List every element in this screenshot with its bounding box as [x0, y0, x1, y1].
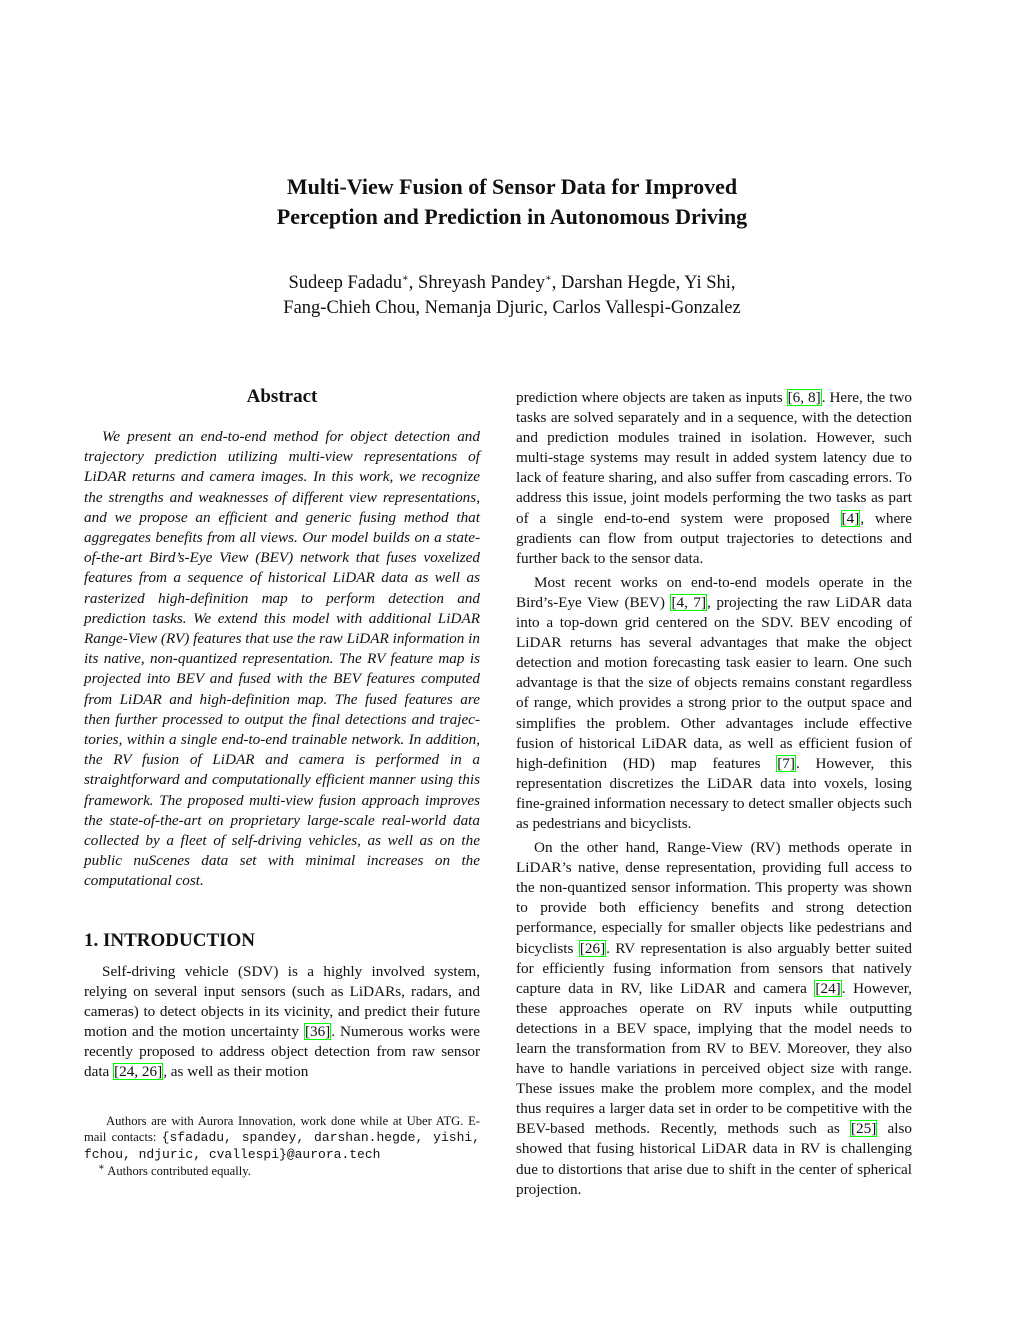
authors-line-1 [160, 271, 864, 296]
citation-link[interactable]: [26] [579, 939, 606, 957]
section-heading-introduction: 1. INTRODUCTION [84, 929, 256, 951]
intro-paragraph-3: Most recent works on end-to-end models operate in the Bird’s-Eye View (BEV) [4, 7], projecting the raw LiDAR data into a top-down grid centered on the SDV. BEV encoding of LiDAR returns has several advantages that make the object detection and motion forecasting task easier to learn. One such advantage is that the size of objects remains constant regardless of range, which provides a strong prior to the output space and simplifies the problem. Other advantages include effective fusion of historical LiDAR data, as well as efficient fusion of high-definition (HD) map features [7]. However, this representation discretizes the LiDAR data into voxels, losing fine-grained information necessary to detect smaller objects such as pedestrians and bicyclists. [516, 573, 912, 832]
intro-paragraph-1: Self-driving vehicle (SDV) is a highly involved system, relying on several input sensors (such as LiDARs, radars, and cameras) to detect objects in its vicinity, and predict their future motion and the motion uncertainty [36]. Numerous works were recently proposed to address object detection from raw sensor data [24, 26], as well as their motion [84, 962, 480, 1081]
intro-paragraph-2: prediction where objects are taken as inputs [6, 8]. Here, the two tasks are solved separately and in a sequence, with the detection and prediction modules trained in isolation. However, such multi-stage systems may result in added system latency due to lack of feature sharing, and also suffer from cascading errors. To address this issue, joint models performing the two tasks as part of a single end-to-end system were proposed [4], where gradients can flow from output trajectories to detections and further back to the sensor data. [516, 389, 913, 567]
email-contacts: {sfadadu, spandey, darshan.hegde, yishi, fchou, ndjuric, cvallespi}@aurora.tech [84, 1130, 480, 1162]
equal-contribution-mark: ∗ [544, 272, 552, 284]
intro-paragraph-4: On the other hand, Range-View (RV) methods operate in LiDAR’s native, dense representation, providing full access to the non-quantized sensor information. This property was shown to provide both efficiency benefits and strong detection performance, especially for smaller objects like pedestrians and bicyclists [26]. RV representation is also arguably better suited for efficiently fusing information from sensors that natively capture data in RV, like LiDAR and camera [24]. However, these approaches operate on RV inputs while outputting detections in a BEV space, implying that the model needs to learn the transformation from RV to BEV. Moreover, they also have to handle variations in perceived object size with range. These issues make the problem more complex, and the model thus requires a larger data set in order to be competitive with the BEV-based methods. Recently, methods such as [25] also showed that fusing historical LiDAR data in RV is challenging due to distortions that arise due to shift in the center of spherical projection. [516, 839, 913, 1198]
citation-link[interactable]: [24] [815, 979, 841, 997]
citation-link[interactable]: [6, 8] [787, 389, 821, 406]
equal-contribution-footnote: ∗ Authors contributed equally. [98, 1161, 251, 1178]
citation-link[interactable]: [4, 7] [671, 593, 707, 611]
author-pandey: , Shreyash Pandey [408, 273, 545, 293]
citation-link[interactable]: [7] [777, 754, 795, 772]
abstract-text: We present an end-to-end method for object detection and trajectory prediction utilizing multi-view representations of LiDAR returns and camera images. In this work, we recognize the strengths and weaknesses of different view representations, and we propose an efficient and generic fusing method that aggregates benefits from all views. Our model builds on a state-of-the-art Bird’s-Eye View (BEV) network that fuses voxelized features from a sequence of historical LiDAR data as well as rasterized high-definition map to perform detection and prediction tasks. We extend this model with additional LiDAR Range-View (RV) features that use the raw LiDAR information in its native, non-quantized representation. The RV feature map is projected into BEV and fused with the BEV features computed from LiDAR and high-definition map. The fused features are then further processed to output the final detections and trajectories, within a single end-to-end trainable network. In addition, the RV fusion of LiDAR and camera is performed in a straightforward and computationally efficient manner using this framework. The proposed multi-view fusion approach improves the state-of-the-art on proprietary large-scale real-world data collected by a fleet of self-driving vehicles, as well as on the public nuScenes data set with minimal increases on the computational cost. [84, 428, 480, 890]
title-line-2: Perception and Prediction in Autonomous Driving [276, 204, 748, 229]
equal-contribution-mark: ∗ [402, 272, 409, 284]
authors-line-2: Fang-Chieh Chou, Nemanja Djuric, Carlos Vallespi-Gonzalez [283, 298, 741, 318]
author-list [160, 271, 864, 321]
left-column [84, 384, 480, 1086]
title-line-1: Multi-View Fusion of Sensor Data for Improved [286, 174, 738, 199]
citation-link[interactable]: [24, 26] [114, 1063, 163, 1081]
citation-link[interactable]: [36] [304, 1022, 331, 1040]
right-column [516, 388, 912, 1204]
paper-title [160, 172, 864, 232]
author-fadadu: Sudeep Fadadu [288, 273, 402, 293]
citation-link[interactable]: [25] [851, 1120, 877, 1138]
abstract-heading: Abstract [246, 386, 318, 407]
affiliation-footnote: Authors are with Aurora Innovation, work done while at Uber ATG. E-mail contacts: {sfadadu, spandey, darshan.hegde, yishi, fchou, ndjuric, cvallespi}@aurora.tech [84, 1114, 480, 1162]
citation-link[interactable]: [4] [841, 509, 860, 527]
authors-rest: , Darshan Hegde, Yi Shi, [551, 273, 736, 293]
footnote [84, 1113, 480, 1179]
